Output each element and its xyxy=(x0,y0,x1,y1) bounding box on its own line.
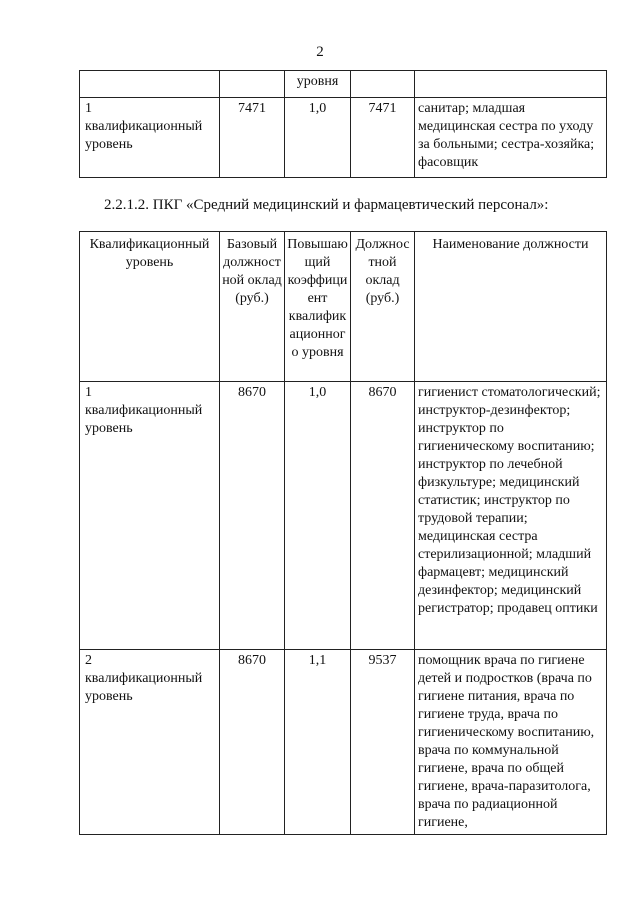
header-salary-text: Должностной оклад (руб.) xyxy=(355,237,410,306)
table-row xyxy=(80,382,607,650)
salary-cell xyxy=(351,650,415,835)
table-row xyxy=(80,98,607,178)
salary-cell xyxy=(351,71,415,98)
positions-text: санитар; младшая медицинская сестра по уходу за больными; сестра-хозяйка; фасовщик xyxy=(418,101,595,170)
coefficient-value: 1,1 xyxy=(308,653,327,668)
salary-table xyxy=(79,231,607,835)
positions-text: гигиенист стоматологический; инструктор-дезинфектор; инструктор по гигиеническому воспитанию; инструктор по лечебной физкультуре; медицинский статистик; инструктор по трудовой терапии; медицинская сестра стерилизационной; младший фармацевт; медицинский дезинфектор; медицинский регистратор; продавец оптики xyxy=(418,385,601,616)
base-salary-value: 8670 xyxy=(238,653,266,668)
level-cell xyxy=(80,71,220,98)
base-salary-cell xyxy=(220,382,285,650)
coefficient-header-fragment xyxy=(285,71,351,98)
coefficient-cell xyxy=(285,382,351,650)
level-number: 2 xyxy=(85,653,92,668)
section-heading: 2.2.1.2. ПКГ «Средний медицинский и фармацевтический персонал»: xyxy=(104,197,549,213)
salary-cell xyxy=(351,382,415,650)
level-word: квалификационный xyxy=(85,671,203,686)
level-suffix: уровень xyxy=(85,421,133,436)
table-row xyxy=(80,650,607,835)
level-word: квалификационный xyxy=(85,119,203,134)
level-suffix: уровень xyxy=(85,137,133,152)
salary-cell xyxy=(351,98,415,178)
salary-value: 9537 xyxy=(368,653,397,668)
positions-cell xyxy=(415,71,607,98)
header-base-salary xyxy=(220,232,285,382)
coefficient-cell xyxy=(285,650,351,835)
base-salary-cell xyxy=(220,98,285,178)
level-cell xyxy=(80,382,220,650)
base-salary-cell xyxy=(220,71,285,98)
coefficient-value: 1,0 xyxy=(308,385,327,400)
table-header-row xyxy=(80,232,607,382)
level-cell xyxy=(80,650,220,835)
header-coefficient xyxy=(285,232,351,382)
base-salary-value: 8670 xyxy=(238,385,266,400)
level-word: квалификационный xyxy=(85,403,203,418)
coefficient-cell xyxy=(285,98,351,178)
page-number: 2 xyxy=(316,44,324,60)
positions-cell xyxy=(415,98,607,178)
header-level xyxy=(80,232,220,382)
table-continuation xyxy=(79,70,607,178)
base-salary-value: 7471 xyxy=(238,101,266,116)
salary-value: 7471 xyxy=(368,101,397,116)
header-base-salary-text: Базовый должностной оклад (руб.) xyxy=(222,237,282,306)
header-fragment-text: уровня xyxy=(296,74,339,89)
level-number: 1 xyxy=(85,385,92,400)
table-row xyxy=(80,71,607,98)
salary-value: 8670 xyxy=(368,385,397,400)
positions-cell xyxy=(415,650,607,835)
positions-cell xyxy=(415,382,607,650)
coefficient-value: 1,0 xyxy=(308,101,327,116)
header-salary xyxy=(351,232,415,382)
positions-text: помощник врача по гигиене детей и подростков (врача по гигиене питания, врача по гигиене труда, врача по гигиеническому воспитанию, врача по коммунальной гигиене, врача по общей гигиене, врача-паразитолога, врача по радиационной гигиене, xyxy=(418,653,595,830)
level-number: 1 xyxy=(85,101,92,116)
level-suffix: уровень xyxy=(85,689,133,704)
base-salary-cell xyxy=(220,650,285,835)
level-cell xyxy=(80,98,220,178)
header-level-text: Квалификационный уровень xyxy=(89,237,210,270)
header-position-name-text: Наименование должности xyxy=(432,237,589,252)
header-coefficient-text: Повышающий коэффициент квалификационного уровня xyxy=(287,237,348,360)
header-position-name xyxy=(415,232,607,382)
